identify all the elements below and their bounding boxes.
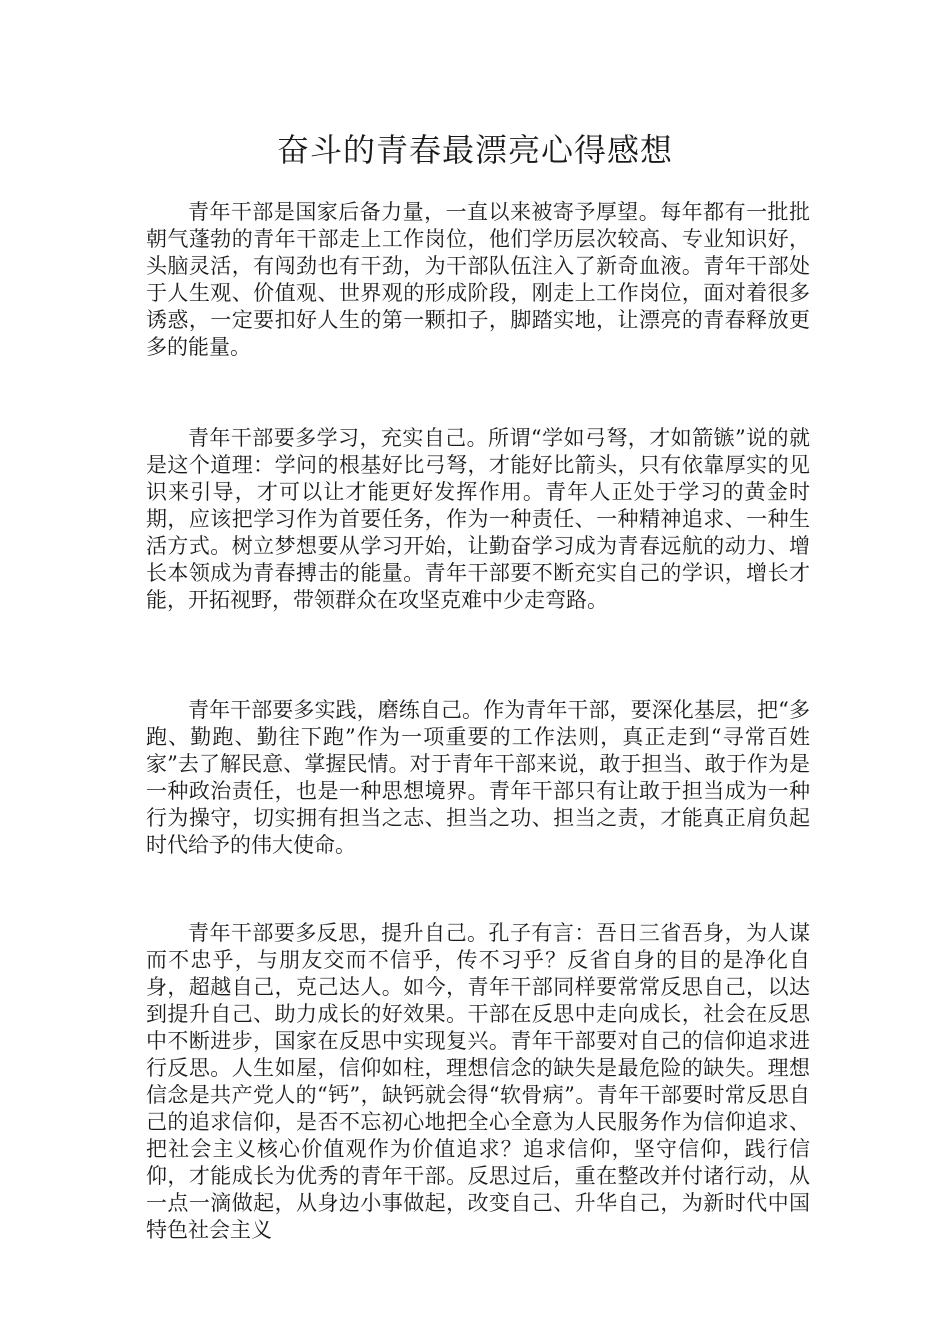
paragraph: 青年干部要多学习，充实自己。所谓“学如弓弩，才如箭镞”说的就是这个道理：学问的根基好比弓弩，才能好比箭头，只有依靠厚实的见识来引导，才可以让才能更好发挥作用。青年人正处于学习的黄金时期，应该把学习作为首要任务，作为一种责任、一种精神追求、一种生活方式。树立梦想要从学习开始，让勤奋学习成为青春远航的动力、增长本领成为青春搏击的能量。青年干部要不断充实自己的学识，增长才能，开拓视野，带领群众在攻坚克难中少走弯路。 [146,426,810,612]
document-title: 奋斗的青春最漂亮心得感想 [276,131,673,169]
paragraph: 青年干部要多实践，磨练自己。作为青年干部，要深化基层，把“多跑、勤跑、勤往下跑”作为一项重要的工作法则，真正走到“寻常百姓家”去了解民意、掌握民情。对于青年干部来说，敢于担当、敢于作为是一种政治责任，也是一种思想境界。青年干部只有让敢于担当成为一种行为操守，切实拥有担当之志、担当之功、担当之责，才能真正肩负起时代给予的伟大使命。 [146,698,810,857]
paragraph: 青年干部是国家后备力量，一直以来被寄予厚望。每年都有一批批朝气蓬勃的青年干部走上工作岗位，他们学历层次较高、专业知识好，头脑灵活，有闯劲也有干劲，为干部队伍注入了新奇血液。青年干部处于人生观、价值观、世界观的形成阶段，刚走上工作岗位，面对着很多诱惑，一定要扣好人生的第一颗扣子，脚踏实地，让漂亮的青春释放更多的能量。 [146,200,810,359]
paragraph: 青年干部要多反思，提升自己。孔子有言：吾日三省吾身，为人谋而不忠乎，与朋友交而不信乎，传不习乎？反省自身的目的是净化自身，超越自己，克己达人。如今，青年干部同样要常常反思自己，以达到提升自己、助力成长的好效果。干部在反思中走向成长，社会在反思中不断进步，国家在反思中实现复兴。青年干部要对自己的信仰追求进行反思。人生如屋，信仰如柱，理想信念的缺失是最危险的缺失。理想信念是共产党人的“钙”，缺钙就会得“软骨病”。青年干部要时常反思自己的追求信仰，是否不忘初心地把全心全意为人民服务作为信仰追求、把社会主义核心价值观作为价值追求？追求信仰，坚守信仰，践行信仰，才能成长为优秀的青年干部。反思过后，重在整改并付诸行动，从一点一滴做起，从身边小事做起，改变自己、升华自己，为新时代中国特色社会主义 [146,921,810,1242]
